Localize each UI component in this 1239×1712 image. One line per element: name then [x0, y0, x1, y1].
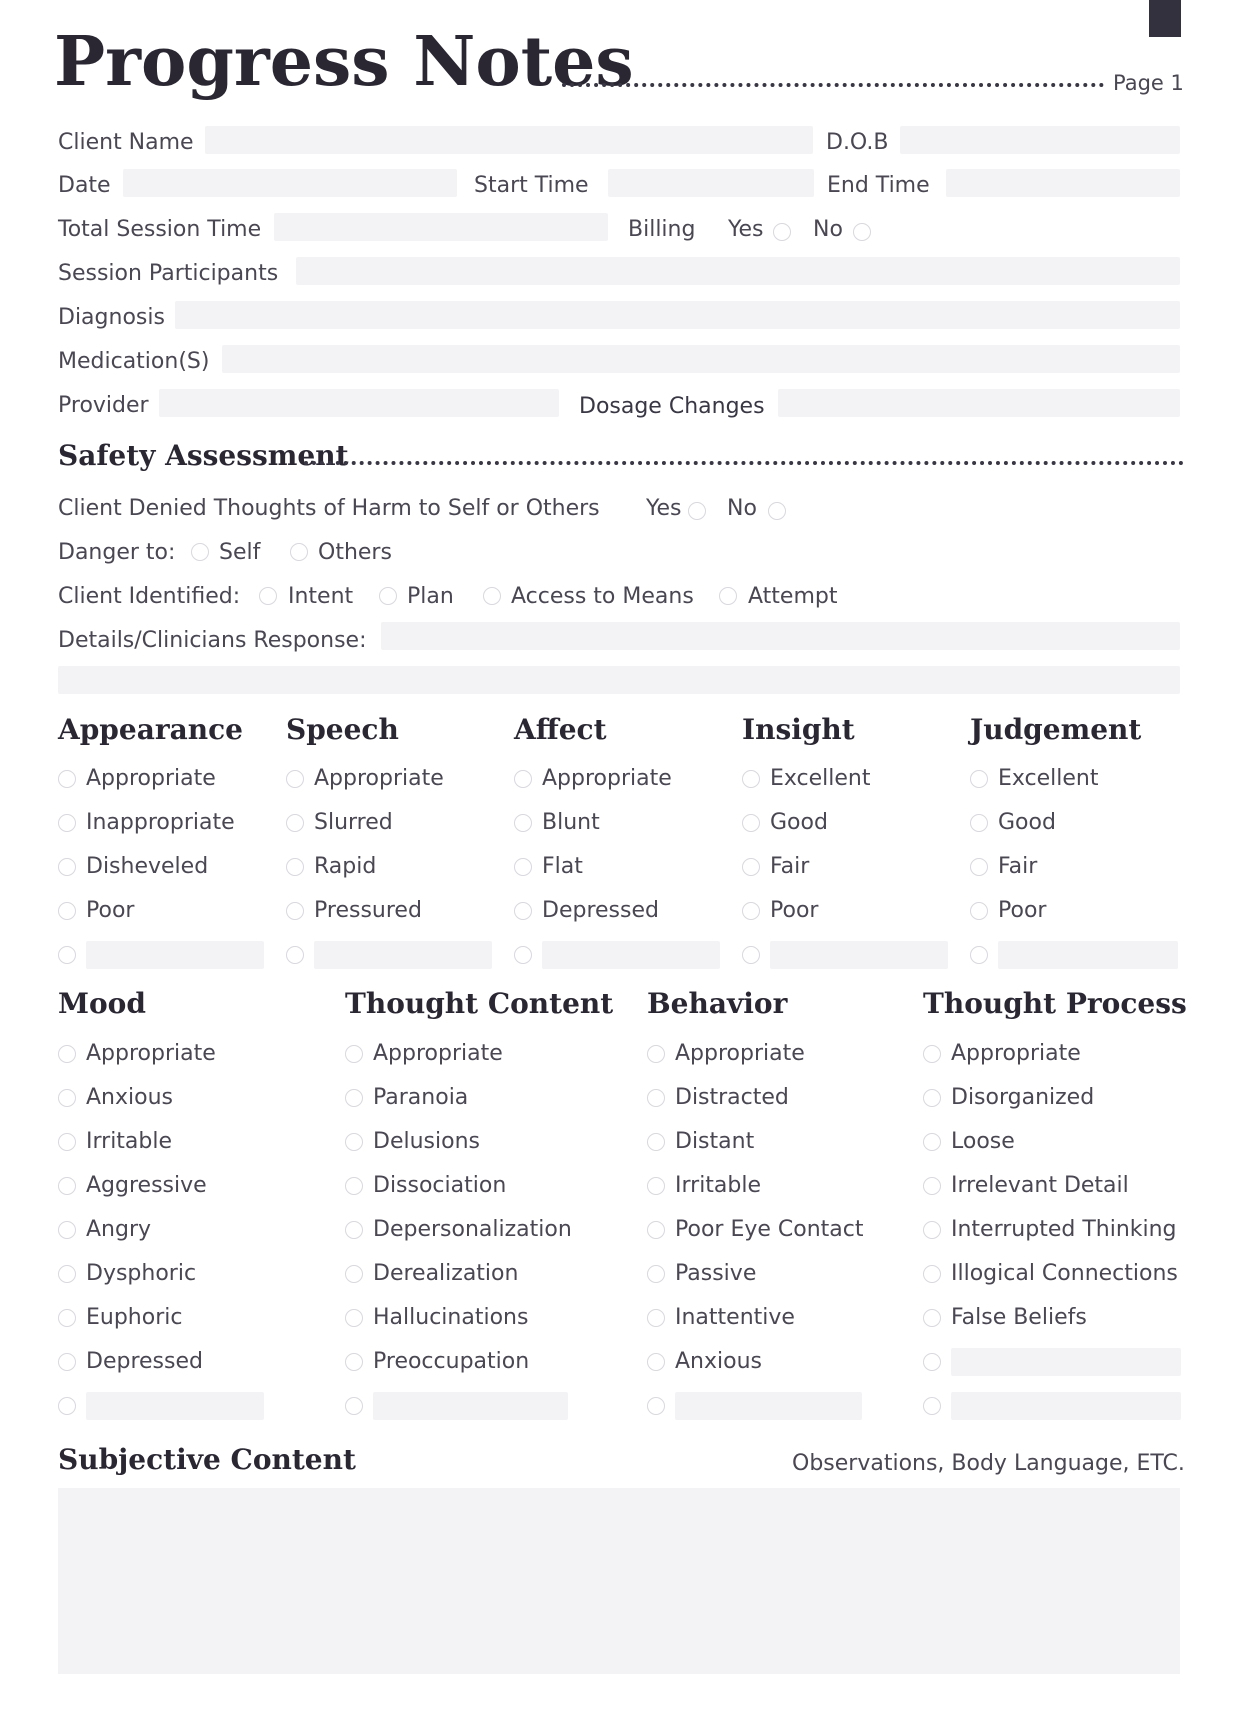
denied-thoughts-label: Client Denied Thoughts of Harm to Self or Others — [58, 496, 600, 521]
mood-appropriate-radio[interactable] — [58, 1045, 76, 1063]
affect-flat-radio[interactable] — [514, 858, 532, 876]
insight-fair-radio[interactable] — [742, 858, 760, 876]
behavior-distracted-label: Distracted — [675, 1085, 789, 1110]
safety-assessment-heading: Safety Assessment — [58, 439, 349, 472]
insight-good-label: Good — [770, 810, 828, 835]
client-identified-label: Client Identified: — [58, 584, 241, 609]
mood-euphoric-radio[interactable] — [58, 1309, 76, 1327]
thought-content-dissociation-label: Dissociation — [373, 1173, 507, 1198]
behavior-irritable-radio[interactable] — [647, 1177, 665, 1195]
thought-content-other-field[interactable] — [373, 1392, 568, 1420]
appearance-appropriate-label: Appropriate — [86, 766, 216, 791]
billing-yes-radio[interactable] — [773, 223, 791, 241]
insight-good-radio[interactable] — [742, 814, 760, 832]
behavior-anxious-label: Anxious — [675, 1349, 762, 1374]
dob-label: D.O.B — [826, 130, 889, 155]
billing-yes-label: Yes — [728, 217, 764, 242]
thought-content-derealization-radio[interactable] — [345, 1265, 363, 1283]
insight-excellent-label: Excellent — [770, 766, 871, 791]
subjective-content-field[interactable] — [58, 1488, 1180, 1674]
judgement-good-label: Good — [998, 810, 1056, 835]
denied-yes-radio[interactable] — [688, 502, 706, 520]
subjective-content-heading: Subjective Content — [58, 1443, 356, 1476]
thought-content-dissociation-radio[interactable] — [345, 1177, 363, 1195]
thought-content-other-radio[interactable] — [345, 1397, 363, 1415]
total-session-time-field[interactable] — [274, 213, 608, 241]
medications-label: Medication(S) — [58, 349, 210, 374]
thought-content-depersonalization-radio[interactable] — [345, 1221, 363, 1239]
judgement-other-field[interactable] — [998, 941, 1178, 969]
access-to-means-radio[interactable] — [483, 587, 501, 605]
judgement-poor-radio[interactable] — [970, 902, 988, 920]
insight-heading: Insight — [742, 713, 855, 746]
affect-depressed-radio[interactable] — [514, 902, 532, 920]
end-time-label: End Time — [827, 173, 930, 198]
behavior-distant-label: Distant — [675, 1129, 755, 1154]
mood-appropriate-label: Appropriate — [86, 1041, 216, 1066]
thought-process-other-radio[interactable] — [923, 1353, 941, 1371]
speech-rapid-radio[interactable] — [286, 858, 304, 876]
safety-divider — [304, 461, 1184, 465]
speech-rapid-label: Rapid — [314, 854, 377, 879]
insight-excellent-radio[interactable] — [742, 770, 760, 788]
thought-process-illogical-connections-label: Illogical Connections — [951, 1261, 1178, 1286]
dosage-changes-label: Dosage Changes — [579, 394, 765, 419]
mood-dysphoric-radio[interactable] — [58, 1265, 76, 1283]
billing-no-radio[interactable] — [853, 223, 871, 241]
thought-process-irrelevant-detail-radio[interactable] — [923, 1177, 941, 1195]
billing-no-label: No — [813, 217, 843, 242]
affect-heading: Affect — [514, 713, 607, 746]
medications-field[interactable] — [222, 345, 1180, 373]
insight-fair-label: Fair — [770, 854, 810, 879]
subjective-note: Observations, Body Language, ETC. — [792, 1451, 1185, 1476]
affect-depressed-label: Depressed — [542, 898, 659, 923]
judgement-other-radio[interactable] — [970, 946, 988, 964]
judgement-fair-radio[interactable] — [970, 858, 988, 876]
appearance-poor-radio[interactable] — [58, 902, 76, 920]
danger-self-radio[interactable] — [191, 543, 209, 561]
behavior-inattentive-label: Inattentive — [675, 1305, 795, 1330]
dosage-changes-field[interactable] — [778, 389, 1180, 417]
billing-label: Billing — [628, 217, 696, 242]
mood-euphoric-label: Euphoric — [86, 1305, 183, 1330]
mood-angry-radio[interactable] — [58, 1221, 76, 1239]
behavior-inattentive-radio[interactable] — [647, 1309, 665, 1327]
thought-content-paranoia-radio[interactable] — [345, 1089, 363, 1107]
appearance-poor-label: Poor — [86, 898, 135, 923]
behavior-appropriate-radio[interactable] — [647, 1045, 665, 1063]
details-label: Details/Clinicians Response: — [58, 628, 367, 653]
speech-pressured-label: Pressured — [314, 898, 422, 923]
mood-depressed-label: Depressed — [86, 1349, 203, 1374]
thought-content-delusions-label: Delusions — [373, 1129, 480, 1154]
appearance-inappropriate-radio[interactable] — [58, 814, 76, 832]
details-field-line2[interactable] — [58, 666, 1180, 694]
danger-self-label: Self — [219, 540, 261, 565]
danger-others-label: Others — [318, 540, 392, 565]
thought-process-appropriate-radio[interactable] — [923, 1045, 941, 1063]
affect-blunt-radio[interactable] — [514, 814, 532, 832]
thought-process-loose-radio[interactable] — [923, 1133, 941, 1151]
speech-slurred-label: Slurred — [314, 810, 393, 835]
mood-heading: Mood — [58, 987, 146, 1020]
intent-radio[interactable] — [259, 587, 277, 605]
provider-field[interactable] — [159, 389, 559, 417]
appearance-appropriate-radio[interactable] — [58, 770, 76, 788]
denied-yes-label: Yes — [646, 496, 682, 521]
title-divider — [562, 83, 1104, 87]
affect-other-field[interactable] — [542, 941, 720, 969]
mood-depressed-radio[interactable] — [58, 1353, 76, 1371]
insight-poor-radio[interactable] — [742, 902, 760, 920]
client-name-label: Client Name — [58, 130, 194, 155]
thought-content-derealization-label: Derealization — [373, 1261, 519, 1286]
thought-content-depersonalization-label: Depersonalization — [373, 1217, 572, 1242]
behavior-appropriate-label: Appropriate — [675, 1041, 805, 1066]
plan-label: Plan — [407, 584, 454, 609]
date-field[interactable] — [123, 169, 457, 197]
thought-content-heading: Thought Content — [345, 987, 614, 1020]
behavior-passive-radio[interactable] — [647, 1265, 665, 1283]
thought-content-preoccupation-radio[interactable] — [345, 1353, 363, 1371]
behavior-distant-radio[interactable] — [647, 1133, 665, 1151]
start-time-field[interactable] — [608, 169, 814, 197]
provider-label: Provider — [58, 393, 149, 418]
speech-other-field[interactable] — [314, 941, 492, 969]
judgement-fair-label: Fair — [998, 854, 1038, 879]
affect-flat-label: Flat — [542, 854, 583, 879]
intent-label: Intent — [288, 584, 354, 609]
judgement-good-radio[interactable] — [970, 814, 988, 832]
thought-content-hallucinations-label: Hallucinations — [373, 1305, 529, 1330]
plan-radio[interactable] — [379, 587, 397, 605]
denied-no-radio[interactable] — [768, 502, 786, 520]
diagnosis-label: Diagnosis — [58, 305, 165, 330]
thought-process-other-radio[interactable] — [923, 1397, 941, 1415]
mood-angry-label: Angry — [86, 1217, 152, 1242]
thought-process-irrelevant-detail-label: Irrelevant Detail — [951, 1173, 1129, 1198]
appearance-disheveled-radio[interactable] — [58, 858, 76, 876]
thought-content-appropriate-radio[interactable] — [345, 1045, 363, 1063]
attempt-radio[interactable] — [719, 587, 737, 605]
behavior-distracted-radio[interactable] — [647, 1089, 665, 1107]
behavior-passive-label: Passive — [675, 1261, 757, 1286]
diagnosis-field[interactable] — [175, 301, 1180, 329]
start-time-label: Start Time — [474, 173, 589, 198]
details-field-line1[interactable] — [381, 622, 1180, 650]
thought-process-loose-label: Loose — [951, 1129, 1015, 1154]
session-participants-field[interactable] — [296, 257, 1180, 285]
danger-others-radio[interactable] — [290, 543, 308, 561]
end-time-field[interactable] — [946, 169, 1180, 197]
total-session-time-label: Total Session Time — [58, 217, 262, 242]
affect-appropriate-radio[interactable] — [514, 770, 532, 788]
insight-other-field[interactable] — [770, 941, 948, 969]
behavior-other-radio[interactable] — [647, 1397, 665, 1415]
session-participants-label: Session Participants — [58, 261, 279, 286]
danger-to-label: Danger to: — [58, 540, 176, 565]
thought-content-delusions-radio[interactable] — [345, 1133, 363, 1151]
thought-process-appropriate-label: Appropriate — [951, 1041, 1081, 1066]
mood-irritable-label: Irritable — [86, 1129, 173, 1154]
mood-other-field[interactable] — [86, 1392, 264, 1420]
mood-irritable-radio[interactable] — [58, 1133, 76, 1151]
thought-content-paranoia-label: Paranoia — [373, 1085, 469, 1110]
behavior-irritable-label: Irritable — [675, 1173, 762, 1198]
behavior-heading: Behavior — [647, 987, 788, 1020]
appearance-other-radio[interactable] — [58, 946, 76, 964]
thought-process-other-field[interactable] — [951, 1348, 1181, 1376]
speech-heading: Speech — [286, 713, 399, 746]
affect-appropriate-label: Appropriate — [542, 766, 672, 791]
thought-process-false-beliefs-radio[interactable] — [923, 1309, 941, 1327]
judgement-excellent-radio[interactable] — [970, 770, 988, 788]
denied-no-label: No — [727, 496, 757, 521]
page-title: Progress Notes — [54, 22, 634, 102]
appearance-heading: Appearance — [58, 713, 243, 746]
dob-field[interactable] — [900, 126, 1180, 154]
speech-slurred-radio[interactable] — [286, 814, 304, 832]
speech-other-radio[interactable] — [286, 946, 304, 964]
thought-content-preoccupation-label: Preoccupation — [373, 1349, 530, 1374]
judgement-excellent-label: Excellent — [998, 766, 1099, 791]
corner-tab — [1149, 0, 1181, 37]
page-number: Page 1 — [1113, 71, 1184, 95]
judgement-poor-label: Poor — [998, 898, 1047, 923]
date-label: Date — [58, 173, 111, 198]
mood-anxious-radio[interactable] — [58, 1089, 76, 1107]
appearance-disheveled-label: Disheveled — [86, 854, 209, 879]
behavior-poor-eye-contact-label: Poor Eye Contact — [675, 1217, 864, 1242]
behavior-other-field[interactable] — [675, 1392, 862, 1420]
thought-process-other-field[interactable] — [951, 1392, 1181, 1420]
speech-appropriate-label: Appropriate — [314, 766, 444, 791]
behavior-anxious-radio[interactable] — [647, 1353, 665, 1371]
speech-appropriate-radio[interactable] — [286, 770, 304, 788]
affect-blunt-label: Blunt — [542, 810, 600, 835]
appearance-inappropriate-label: Inappropriate — [86, 810, 235, 835]
mood-dysphoric-label: Dysphoric — [86, 1261, 197, 1286]
insight-poor-label: Poor — [770, 898, 819, 923]
client-name-field[interactable] — [205, 126, 813, 154]
mood-other-radio[interactable] — [58, 1397, 76, 1415]
mood-aggressive-radio[interactable] — [58, 1177, 76, 1195]
thought-content-appropriate-label: Appropriate — [373, 1041, 503, 1066]
attempt-label: Attempt — [748, 584, 838, 609]
appearance-other-field[interactable] — [86, 941, 264, 969]
mood-anxious-label: Anxious — [86, 1085, 173, 1110]
thought-process-interrupted-thinking-radio[interactable] — [923, 1221, 941, 1239]
affect-other-radio[interactable] — [514, 946, 532, 964]
behavior-poor-eye-contact-radio[interactable] — [647, 1221, 665, 1239]
thought-content-hallucinations-radio[interactable] — [345, 1309, 363, 1327]
access-to-means-label: Access to Means — [511, 584, 694, 609]
insight-other-radio[interactable] — [742, 946, 760, 964]
thought-process-heading: Thought Process — [923, 987, 1187, 1020]
thought-process-illogical-connections-radio[interactable] — [923, 1265, 941, 1283]
thought-process-interrupted-thinking-label: Interrupted Thinking — [951, 1217, 1177, 1242]
mood-aggressive-label: Aggressive — [86, 1173, 207, 1198]
thought-process-disorganized-label: Disorganized — [951, 1085, 1095, 1110]
thought-process-disorganized-radio[interactable] — [923, 1089, 941, 1107]
speech-pressured-radio[interactable] — [286, 902, 304, 920]
judgement-heading: Judgement — [970, 713, 1142, 746]
thought-process-false-beliefs-label: False Beliefs — [951, 1305, 1087, 1330]
